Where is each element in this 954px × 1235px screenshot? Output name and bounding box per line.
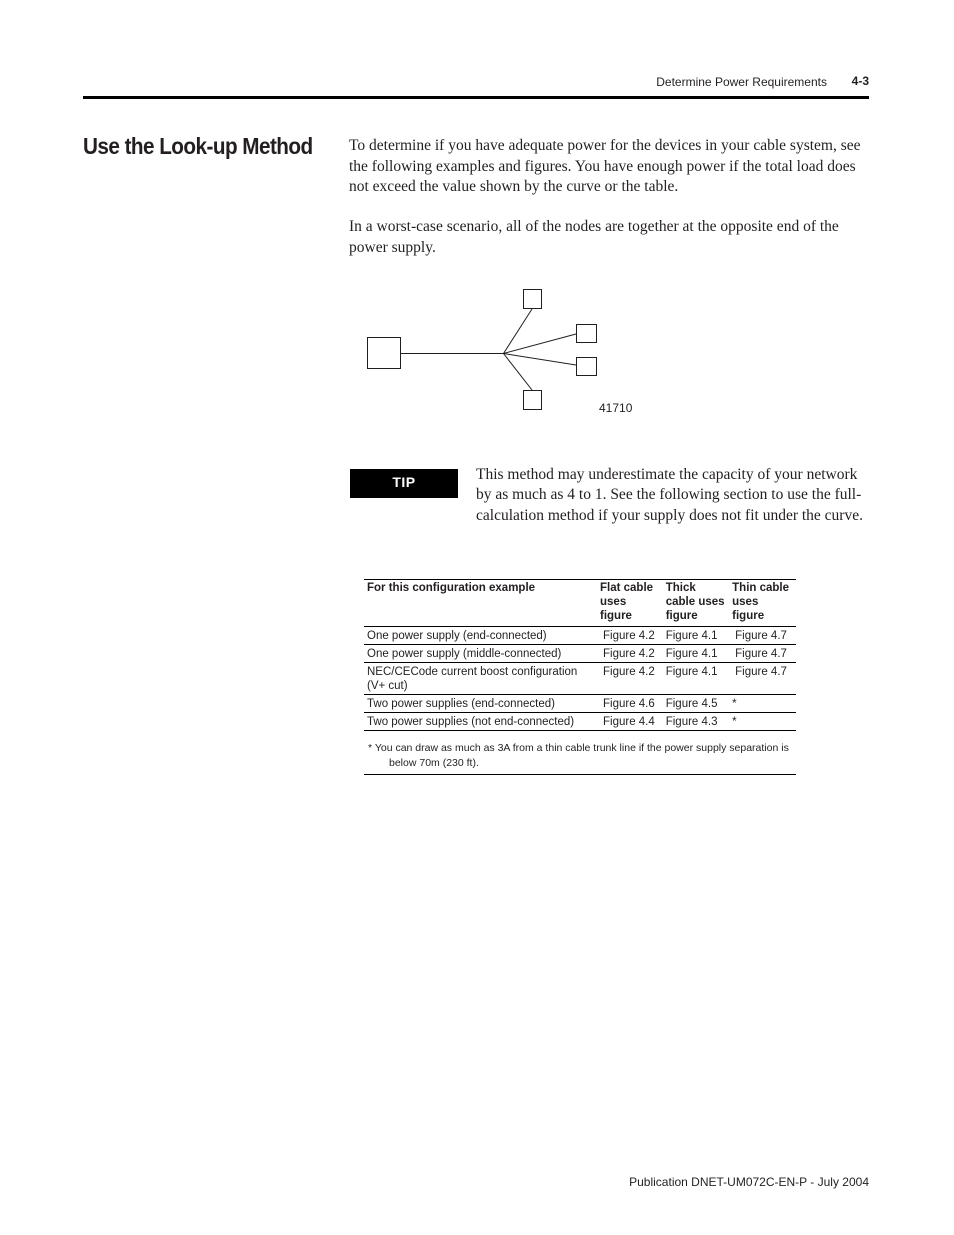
table-cell: One power supply (end-connected) bbox=[364, 627, 597, 645]
table-cell: Figure 4.6 bbox=[597, 695, 663, 713]
tip-label: TIP bbox=[350, 469, 458, 498]
page-number: 4-3 bbox=[851, 74, 869, 88]
table-cell: Figure 4.2 bbox=[597, 627, 663, 645]
table-row bbox=[364, 695, 796, 713]
table-row bbox=[364, 663, 796, 695]
table-footnote bbox=[364, 731, 796, 775]
column-header: Thin cable uses figure bbox=[729, 580, 796, 627]
table-cell: Figure 4.7 bbox=[729, 627, 796, 645]
table-cell: * bbox=[729, 695, 796, 713]
table-cell: Figure 4.5 bbox=[663, 695, 729, 713]
table-footnote-row bbox=[364, 731, 796, 775]
column-header: Thick cable uses figure bbox=[663, 580, 729, 627]
intro-paragraph: To determine if you have adequate power for the devices in your cable system, see the following examples and figures. You have enough power if the total load does not exceed the value shown by the curve or the table. bbox=[349, 137, 861, 195]
node-box bbox=[577, 325, 597, 343]
figure-id-label: 41710 bbox=[599, 401, 633, 415]
column-header: For this configuration example bbox=[364, 580, 597, 627]
table-row bbox=[364, 645, 796, 663]
section-heading: Use the Look-up Method bbox=[83, 133, 313, 159]
configuration-table bbox=[364, 579, 796, 775]
table-row bbox=[364, 627, 796, 645]
drop-line bbox=[504, 354, 533, 391]
table-cell: Two power supplies (not end-connected) bbox=[364, 713, 597, 731]
table-cell: Figure 4.4 bbox=[597, 713, 663, 731]
worst-case-topology-diagram bbox=[360, 283, 650, 423]
table-cell: Figure 4.7 bbox=[729, 645, 796, 663]
table-cell: Figure 4.2 bbox=[597, 645, 663, 663]
header-rule bbox=[83, 96, 869, 99]
table-cell: Figure 4.1 bbox=[663, 663, 729, 695]
table-cell: Figure 4.1 bbox=[663, 627, 729, 645]
power-supply-box bbox=[368, 338, 401, 369]
worst-case-paragraph: In a worst-case scenario, all of the nodes are together at the opposite end of the power supply. bbox=[349, 218, 839, 256]
table-cell: * bbox=[729, 713, 796, 731]
table-row bbox=[364, 713, 796, 731]
table-cell: Two power supplies (end-connected) bbox=[364, 695, 597, 713]
table-cell: One power supply (middle-connected) bbox=[364, 645, 597, 663]
node-box bbox=[524, 391, 542, 410]
footnote-line: * You can draw as much as 3A from a thin cable trunk line if the power supply separation is bbox=[368, 742, 789, 754]
node-box bbox=[577, 358, 597, 376]
table-cell: Figure 4.7 bbox=[729, 663, 796, 695]
running-header-title: Determine Power Requirements bbox=[656, 75, 827, 89]
footnote-line: below 70m (230 ft). bbox=[389, 757, 479, 769]
table-cell: Figure 4.1 bbox=[663, 645, 729, 663]
table-cell: Figure 4.2 bbox=[597, 663, 663, 695]
node-box bbox=[524, 290, 542, 309]
table-cell: NEC/CECode current boost configuration (V+ cut) bbox=[364, 663, 597, 695]
table-header-row bbox=[364, 580, 796, 627]
tip-text: This method may underestimate the capacity of your network by as much as 4 to 1. See the following section to use the full-calculation method if your supply does not fit under the curve. bbox=[476, 466, 863, 524]
table-cell: Figure 4.3 bbox=[663, 713, 729, 731]
publication-footer: Publication DNET-UM072C-EN-P - July 2004 bbox=[629, 1175, 869, 1189]
column-header: Flat cable uses figure bbox=[597, 580, 663, 627]
drop-line bbox=[504, 354, 577, 366]
